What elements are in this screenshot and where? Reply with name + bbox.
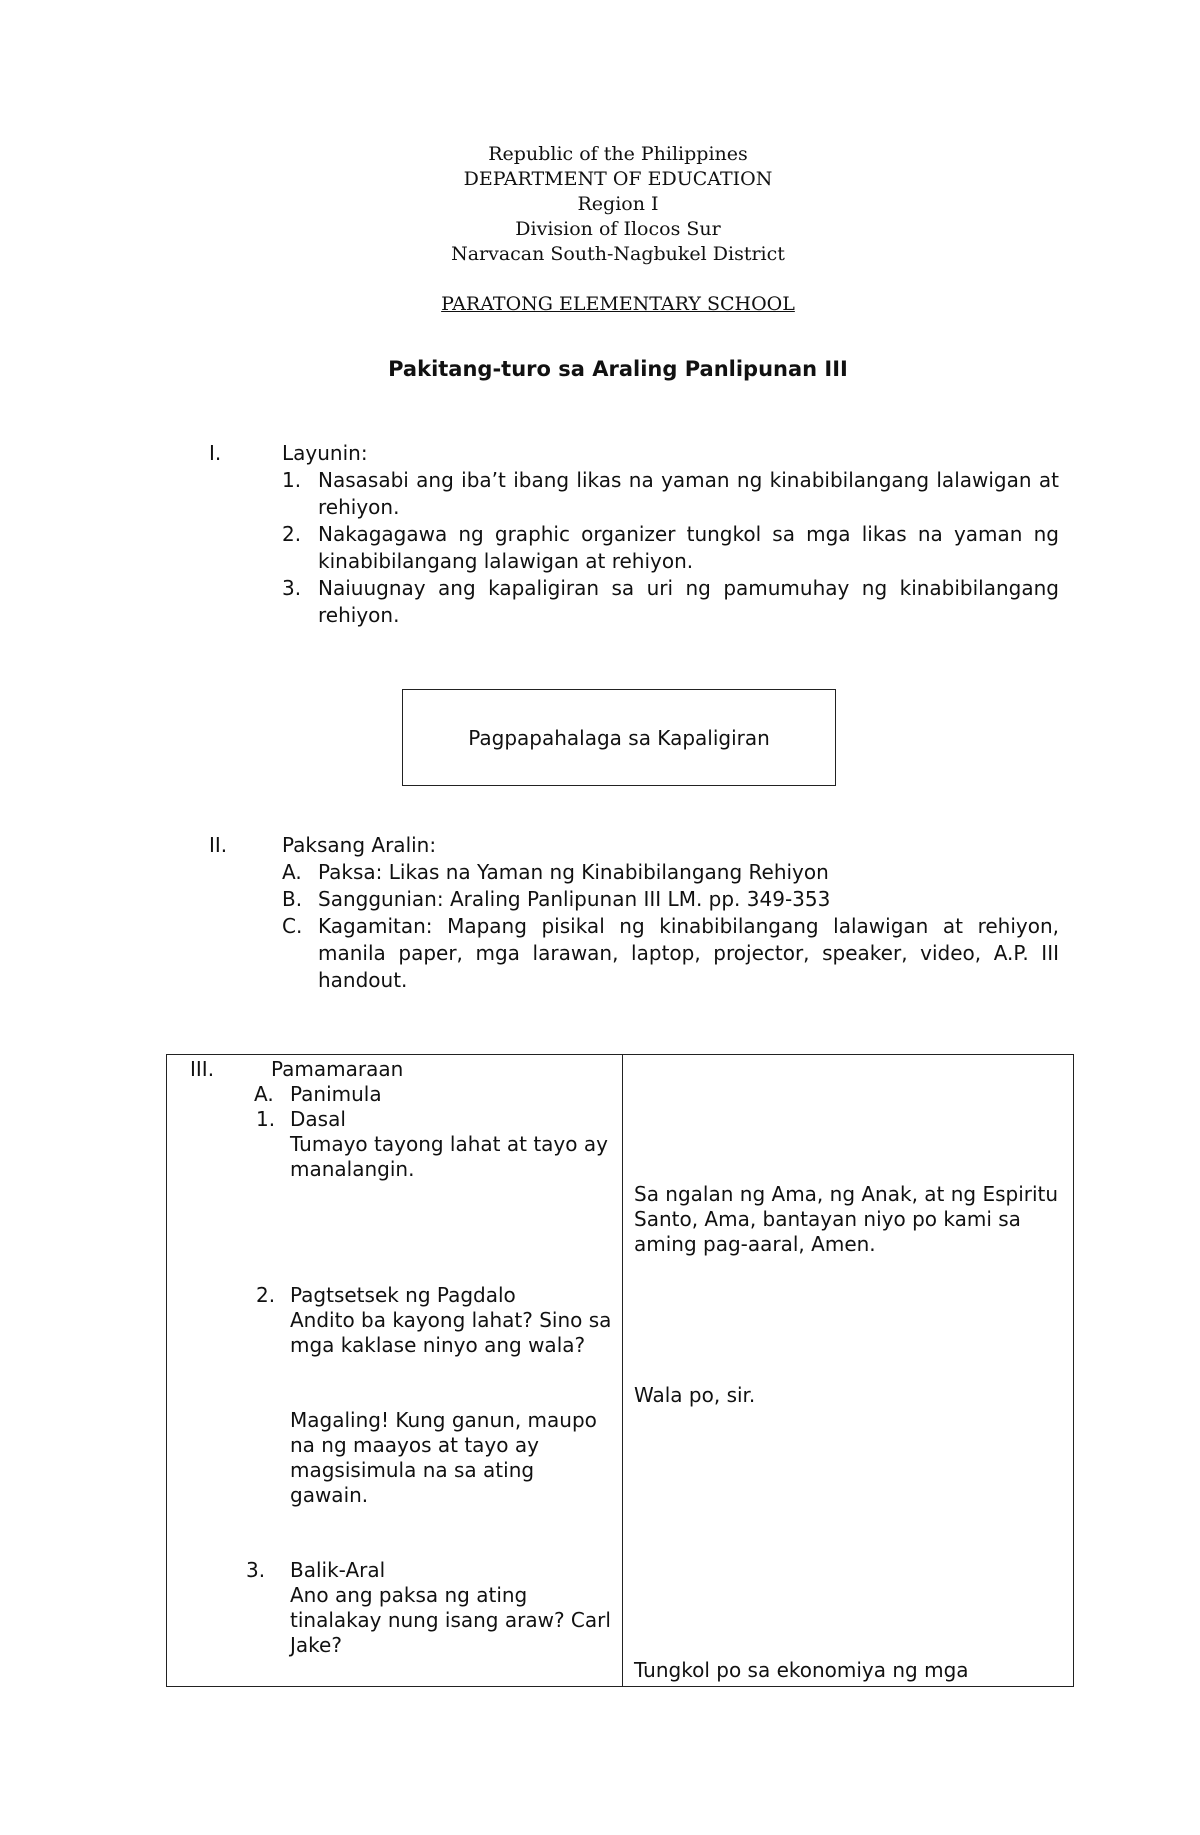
page-title: Pakitang-turo sa Araling Panlipunan III xyxy=(388,357,848,381)
section3-heading: Pamamaraan xyxy=(271,1057,404,1081)
step-2-text-continued: Magaling! Kung ganun, maupo na ng maayos at tayo ay magsisimula na sa ating gawain. xyxy=(290,1408,597,1507)
table-left-border xyxy=(166,1054,167,1686)
value-box-text: Pagpapahalaga sa Kapaligiran xyxy=(468,725,770,750)
topic-b-text: Sanggunian: Araling Panlipunan III LM. pp. 349-353 xyxy=(318,887,831,911)
topic-c-letter: C. xyxy=(282,914,303,938)
response-attendance: Wala po, sir. xyxy=(634,1383,756,1407)
step-1-title: Dasal xyxy=(290,1107,346,1131)
objective-3-text: Naiuugnay ang kapaligiran sa uri ng pamumuhay ng kinabibilangang rehiyon. xyxy=(318,576,1059,627)
step-3-text: Ano ang paksa ng ating tinalakay nung isang araw? Carl Jake? xyxy=(290,1583,611,1657)
table-column-divider xyxy=(622,1054,623,1686)
step-1-number: 1. xyxy=(256,1107,276,1131)
section2-heading: Paksang Aralin: xyxy=(282,833,437,857)
step-2-title: Pagtsetsek ng Pagdalo xyxy=(290,1283,516,1307)
topic-c-text: Kagamitan: Mapang pisikal ng kinabibilangang lalawigan at rehiyon, manila paper, mga larawan, laptop, projector, speaker, video, A.P. III handout. xyxy=(318,914,1059,992)
header-department: DEPARTMENT OF EDUCATION xyxy=(463,168,773,190)
header-school: PARATONG ELEMENTARY SCHOOL xyxy=(441,293,795,315)
subsection-a-letter: A. xyxy=(254,1082,274,1106)
header-republic: Republic of the Philippines xyxy=(488,143,748,165)
step-3-title: Balik-Aral xyxy=(290,1558,386,1582)
step-2-text: Andito ba kayong lahat? Sino sa mga kaklase ninyo ang wala? xyxy=(290,1308,612,1357)
topic-b-letter: B. xyxy=(282,887,303,911)
value-box xyxy=(402,689,836,786)
objective-3-number: 3. xyxy=(282,576,302,600)
section2-numeral: II. xyxy=(209,833,228,857)
objective-1-number: 1. xyxy=(282,468,302,492)
table-bottom-border xyxy=(166,1686,1074,1687)
header-district: Narvacan South-Nagbukel District xyxy=(451,243,785,265)
section3-numeral: III. xyxy=(190,1057,215,1081)
objective-2-number: 2. xyxy=(282,522,302,546)
step-1-text: Tumayo tayong lahat at tayo ay manalangin. xyxy=(290,1132,608,1181)
header-division: Division of Ilocos Sur xyxy=(515,218,721,240)
header-region: Region I xyxy=(577,193,659,215)
response-review: Tungkol po sa ekonomiya ng mga xyxy=(634,1658,969,1682)
table-top-border xyxy=(166,1054,1074,1055)
section1-numeral: I. xyxy=(209,441,222,465)
topic-a-text: Paksa: Likas na Yaman ng Kinabibilangang Rehiyon xyxy=(318,860,829,884)
table-right-border xyxy=(1073,1054,1074,1686)
response-prayer: Sa ngalan ng Ama, ng Anak, at ng Espiritu Santo, Ama, bantayan niyo po kami sa aming pag-aaral, Amen. xyxy=(634,1182,1059,1256)
step-3-number: 3. xyxy=(246,1558,266,1582)
subsection-a-heading: Panimula xyxy=(290,1082,382,1106)
section1-heading: Layunin: xyxy=(282,441,368,465)
step-2-number: 2. xyxy=(256,1283,276,1307)
objective-1-text: Nasasabi ang iba’t ibang likas na yaman ng kinabibilangang lalawigan at rehiyon. xyxy=(318,468,1059,519)
topic-a-letter: A. xyxy=(282,860,302,884)
objective-2-text: Nakagagawa ng graphic organizer tungkol sa mga likas na yaman ng kinabibilangang lalawigan at rehiyon. xyxy=(318,522,1059,573)
